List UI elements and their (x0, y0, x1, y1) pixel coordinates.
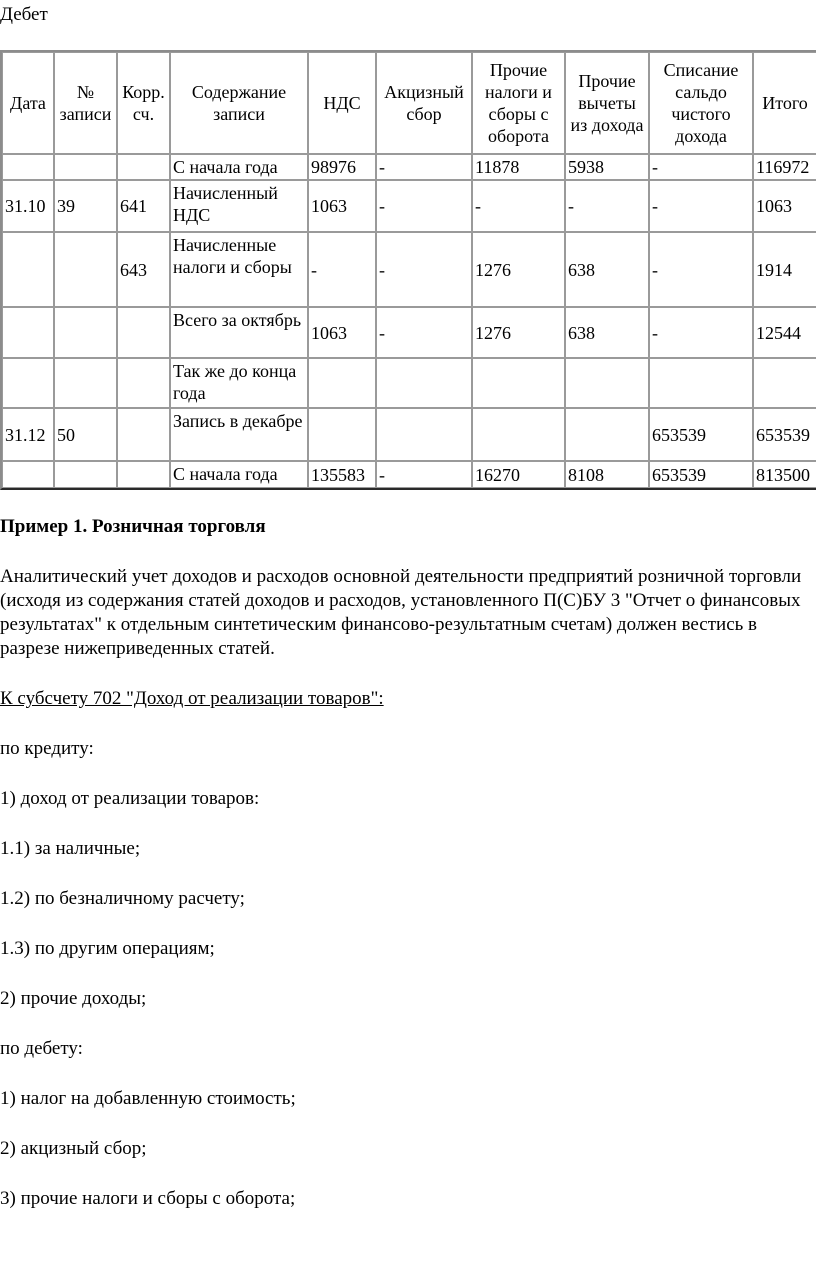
cell-net-income-writeoff: - (649, 307, 753, 358)
cell-vat: 1063 (308, 180, 376, 232)
table-row (2, 154, 816, 180)
cell-total: 653539 (753, 408, 816, 461)
cell-other-deductions: 8108 (565, 461, 649, 488)
table-row (2, 358, 816, 408)
cell-total (753, 358, 816, 408)
cell-date: 31.10 (2, 180, 54, 232)
cell-vat: 135583 (308, 461, 376, 488)
cell-entry-content: Так же до конца года (170, 358, 308, 408)
cell-vat (308, 358, 376, 408)
header-vat: НДС (308, 52, 376, 154)
cell-excise: - (376, 232, 472, 307)
cell-entry-content: С начала года (170, 154, 308, 180)
list-item: 1.3) по другим операциям; (0, 938, 215, 959)
cell-entry-number (54, 307, 117, 358)
section-title: Пример 1. Розничная торговля (0, 516, 266, 537)
cell-date (2, 358, 54, 408)
cell-vat: 1063 (308, 307, 376, 358)
cell-corr-account (117, 358, 170, 408)
list-item: по дебету: (0, 1038, 83, 1059)
cell-date (2, 461, 54, 488)
cell-entry-content: Всего за октябрь (170, 307, 308, 358)
cell-other-taxes: - (472, 180, 565, 232)
list-item: по кредиту: (0, 738, 94, 759)
document-body (0, 515, 816, 1211)
cell-other-taxes (472, 358, 565, 408)
list-item: 2) акцизный сбор; (0, 1138, 147, 1159)
header-corr-account: Корр. сч. (117, 52, 170, 154)
cell-corr-account (117, 307, 170, 358)
cell-total: 12544 (753, 307, 816, 358)
cell-excise: - (376, 307, 472, 358)
cell-corr-account (117, 154, 170, 180)
cell-date (2, 154, 54, 180)
cell-entry-number: 39 (54, 180, 117, 232)
cell-corr-account (117, 461, 170, 488)
table-row (2, 461, 816, 488)
cell-date (2, 232, 54, 307)
list-item: 1) налог на добавленную стоимость; (0, 1088, 296, 1109)
list-item: 1) доход от реализации товаров: (0, 788, 260, 809)
cell-entry-number (54, 154, 117, 180)
cell-entry-content: Начисленный НДС (170, 180, 308, 232)
cell-other-deductions: 638 (565, 232, 649, 307)
cell-net-income-writeoff: - (649, 232, 753, 307)
list-item: 1.2) по безналичному расчету; (0, 888, 245, 909)
cell-corr-account: 641 (117, 180, 170, 232)
header-entry-content: Содержание записи (170, 52, 308, 154)
cell-vat: - (308, 232, 376, 307)
header-excise: Акцизный сбор (376, 52, 472, 154)
table-row (2, 180, 816, 232)
header-total: Итого (753, 52, 816, 154)
header-net-income-writeoff: Списание сальдо чистого дохода (649, 52, 753, 154)
cell-total: 116972 (753, 154, 816, 180)
cell-net-income-writeoff: - (649, 180, 753, 232)
cell-total: 1914 (753, 232, 816, 307)
cell-other-deductions (565, 358, 649, 408)
cell-excise: - (376, 180, 472, 232)
header-other-taxes: Прочие налоги и сборы с оборота (472, 52, 565, 154)
cell-excise (376, 408, 472, 461)
cell-total: 1063 (753, 180, 816, 232)
cell-net-income-writeoff (649, 358, 753, 408)
cell-vat (308, 408, 376, 461)
header-entry-number: № записи (54, 52, 117, 154)
cell-net-income-writeoff: 653539 (649, 461, 753, 488)
cell-excise (376, 358, 472, 408)
cell-entry-number (54, 461, 117, 488)
cell-total: 813500 (753, 461, 816, 488)
debit-label: Дебет (0, 4, 48, 25)
cell-corr-account (117, 408, 170, 461)
table-row (2, 307, 816, 358)
cell-excise: - (376, 154, 472, 180)
cell-vat: 98976 (308, 154, 376, 180)
cell-date: 31.12 (2, 408, 54, 461)
cell-entry-number (54, 232, 117, 307)
cell-other-taxes: 16270 (472, 461, 565, 488)
header-date: Дата (2, 52, 54, 154)
cell-excise: - (376, 461, 472, 488)
intro-paragraph: Аналитический учет доходов и расходов основной деятельности предприятий розничной торговли (исходя из содержания статей доходов и расходов, установленного П(С)БУ 3 "Отчет о финансовых результатах" к отдельным синтетическим финансово-результатным счетам) должен вестись в разрезе нижеприведенных статей. (0, 566, 802, 659)
cell-entry-number: 50 (54, 408, 117, 461)
table-row (2, 232, 816, 307)
cell-entry-content: С начала года (170, 461, 308, 488)
cell-net-income-writeoff: 653539 (649, 408, 753, 461)
subaccount-heading: К субсчету 702 "Доход от реализации товаров": (0, 688, 384, 709)
cell-entry-content: Начисленные налоги и сборы (170, 232, 308, 307)
cell-other-deductions: 638 (565, 307, 649, 358)
cell-other-deductions (565, 408, 649, 461)
cell-other-deductions: - (565, 180, 649, 232)
cell-date (2, 307, 54, 358)
table-row (2, 408, 816, 461)
cell-entry-content: Запись в декабре (170, 408, 308, 461)
list-item: 2) прочие доходы; (0, 988, 147, 1009)
debit-ledger-table (0, 50, 816, 490)
cell-other-taxes: 1276 (472, 232, 565, 307)
cell-net-income-writeoff: - (649, 154, 753, 180)
list-item: 3) прочие налоги и сборы с оборота; (0, 1188, 296, 1209)
cell-entry-number (54, 358, 117, 408)
header-other-deductions: Прочие вычеты из дохода (565, 52, 649, 154)
list-item: 1.1) за наличные; (0, 838, 141, 859)
cell-other-deductions: 5938 (565, 154, 649, 180)
cell-other-taxes (472, 408, 565, 461)
table-header-row (2, 52, 816, 154)
cell-corr-account: 643 (117, 232, 170, 307)
cell-other-taxes: 1276 (472, 307, 565, 358)
cell-other-taxes: 11878 (472, 154, 565, 180)
